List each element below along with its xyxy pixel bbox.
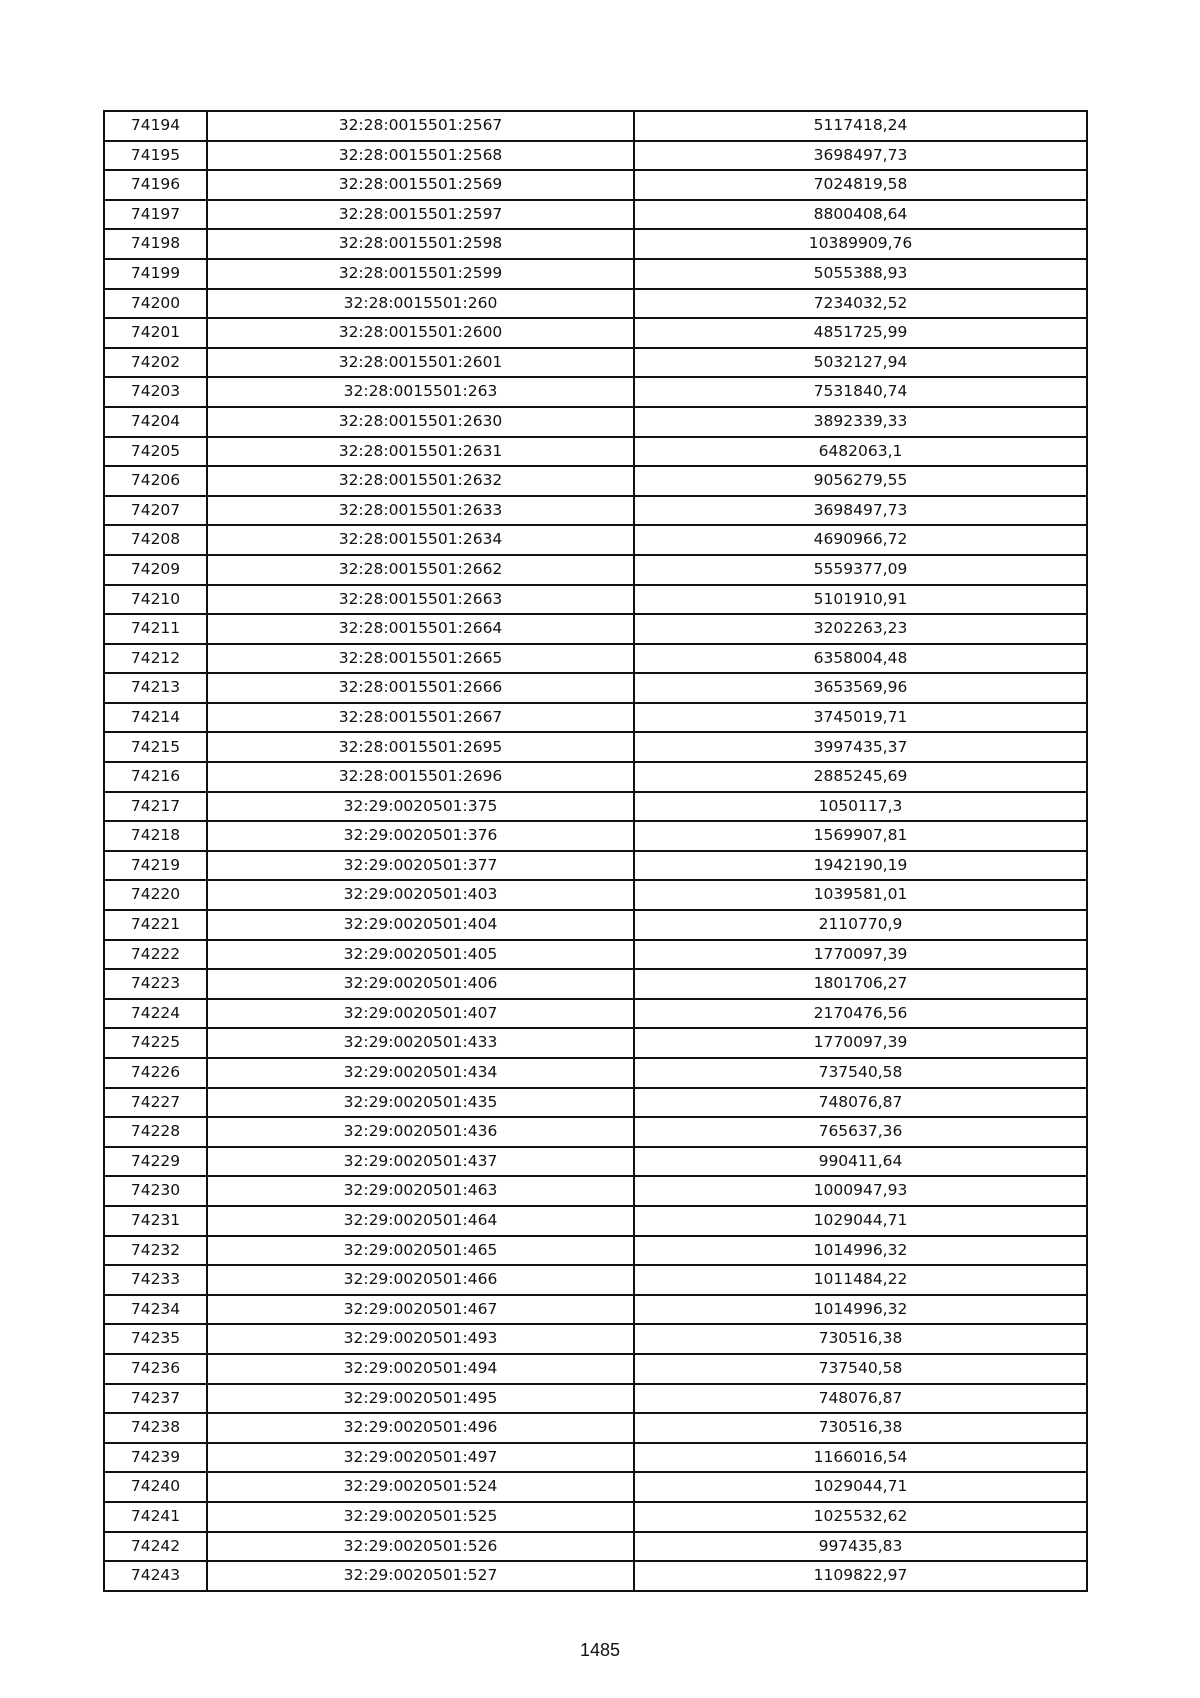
value-cell: 1109822,97	[634, 1561, 1087, 1591]
table-row	[104, 762, 1087, 792]
row-number-cell: 74200	[104, 289, 207, 319]
cadastral-number-cell: 32:28:0015501:2664	[207, 614, 634, 644]
row-number-cell: 74241	[104, 1502, 207, 1532]
table-row	[104, 1295, 1087, 1325]
value-cell: 1166016,54	[634, 1443, 1087, 1473]
table-row	[104, 644, 1087, 674]
cadastral-number-cell: 32:29:0020501:464	[207, 1206, 634, 1236]
cadastral-number-cell: 32:29:0020501:493	[207, 1324, 634, 1354]
value-cell: 765637,36	[634, 1117, 1087, 1147]
row-number-cell: 74238	[104, 1413, 207, 1443]
value-cell: 3653569,96	[634, 673, 1087, 703]
cadastral-number-cell: 32:28:0015501:2667	[207, 703, 634, 733]
cadastral-number-cell: 32:28:0015501:2665	[207, 644, 634, 674]
cadastral-number-cell: 32:28:0015501:2630	[207, 407, 634, 437]
table-row	[104, 141, 1087, 171]
value-cell: 7234032,52	[634, 289, 1087, 319]
row-number-cell: 74243	[104, 1561, 207, 1591]
cadastral-number-cell: 32:28:0015501:2599	[207, 259, 634, 289]
row-number-cell: 74228	[104, 1117, 207, 1147]
value-cell: 730516,38	[634, 1324, 1087, 1354]
table-row	[104, 1354, 1087, 1384]
table-row	[104, 585, 1087, 615]
row-number-cell: 74229	[104, 1147, 207, 1177]
cadastral-number-cell: 32:29:0020501:495	[207, 1384, 634, 1414]
row-number-cell: 74198	[104, 229, 207, 259]
table-row	[104, 1176, 1087, 1206]
row-number-cell: 74201	[104, 318, 207, 348]
page-number: 1485	[579, 1640, 621, 1660]
cadastral-number-cell: 32:29:0020501:377	[207, 851, 634, 881]
cadastral-number-cell: 32:28:0015501:2567	[207, 111, 634, 141]
value-cell: 4851725,99	[634, 318, 1087, 348]
cadastral-number-cell: 32:28:0015501:2663	[207, 585, 634, 615]
value-cell: 1014996,32	[634, 1295, 1087, 1325]
value-cell: 5117418,24	[634, 111, 1087, 141]
value-cell: 1011484,22	[634, 1265, 1087, 1295]
value-cell: 1770097,39	[634, 940, 1087, 970]
cadastral-number-cell: 32:29:0020501:407	[207, 999, 634, 1029]
row-number-cell: 74207	[104, 496, 207, 526]
cadastral-number-cell: 32:29:0020501:467	[207, 1295, 634, 1325]
row-number-cell: 74203	[104, 377, 207, 407]
table-row	[104, 1147, 1087, 1177]
value-cell: 3202263,23	[634, 614, 1087, 644]
value-cell: 8800408,64	[634, 200, 1087, 230]
cadastral-number-cell: 32:29:0020501:526	[207, 1532, 634, 1562]
cadastral-number-cell: 32:28:0015501:2568	[207, 141, 634, 171]
row-number-cell: 74240	[104, 1472, 207, 1502]
cadastral-number-cell: 32:29:0020501:465	[207, 1236, 634, 1266]
value-cell: 10389909,76	[634, 229, 1087, 259]
cadastral-number-cell: 32:28:0015501:2695	[207, 732, 634, 762]
value-cell: 1050117,3	[634, 792, 1087, 822]
row-number-cell: 74224	[104, 999, 207, 1029]
row-number-cell: 74219	[104, 851, 207, 881]
cadastral-number-cell: 32:29:0020501:497	[207, 1443, 634, 1473]
value-cell: 5055388,93	[634, 259, 1087, 289]
value-cell: 3997435,37	[634, 732, 1087, 762]
value-cell: 6482063,1	[634, 437, 1087, 467]
table-row	[104, 377, 1087, 407]
row-number-cell: 74232	[104, 1236, 207, 1266]
row-number-cell: 74194	[104, 111, 207, 141]
cadastral-number-cell: 32:28:0015501:2696	[207, 762, 634, 792]
row-number-cell: 74216	[104, 762, 207, 792]
row-number-cell: 74225	[104, 1028, 207, 1058]
value-cell: 1025532,62	[634, 1502, 1087, 1532]
value-cell: 6358004,48	[634, 644, 1087, 674]
table-row	[104, 289, 1087, 319]
row-number-cell: 74235	[104, 1324, 207, 1354]
value-cell: 3698497,73	[634, 496, 1087, 526]
row-number-cell: 74233	[104, 1265, 207, 1295]
row-number-cell: 74237	[104, 1384, 207, 1414]
table-row	[104, 318, 1087, 348]
value-cell: 737540,58	[634, 1354, 1087, 1384]
table-row	[104, 1384, 1087, 1414]
table-row	[104, 407, 1087, 437]
cadastral-number-cell: 32:28:0015501:260	[207, 289, 634, 319]
table-row	[104, 1028, 1087, 1058]
value-cell: 9056279,55	[634, 466, 1087, 496]
table-row	[104, 1443, 1087, 1473]
table-row	[104, 821, 1087, 851]
cadastral-number-cell: 32:29:0020501:435	[207, 1088, 634, 1118]
cadastral-number-cell: 32:29:0020501:524	[207, 1472, 634, 1502]
value-cell: 3698497,73	[634, 141, 1087, 171]
row-number-cell: 74231	[104, 1206, 207, 1236]
row-number-cell: 74215	[104, 732, 207, 762]
value-cell: 2110770,9	[634, 910, 1087, 940]
table-row	[104, 1413, 1087, 1443]
table-row	[104, 170, 1087, 200]
table-row	[104, 1117, 1087, 1147]
row-number-cell: 74209	[104, 555, 207, 585]
value-cell: 737540,58	[634, 1058, 1087, 1088]
cadastral-number-cell: 32:28:0015501:2631	[207, 437, 634, 467]
row-number-cell: 74197	[104, 200, 207, 230]
row-number-cell: 74242	[104, 1532, 207, 1562]
row-number-cell: 74236	[104, 1354, 207, 1384]
value-cell: 1029044,71	[634, 1206, 1087, 1236]
row-number-cell: 74217	[104, 792, 207, 822]
row-number-cell: 74221	[104, 910, 207, 940]
cadastral-number-cell: 32:29:0020501:406	[207, 969, 634, 999]
cadastral-number-cell: 32:29:0020501:433	[207, 1028, 634, 1058]
value-cell: 1039581,01	[634, 880, 1087, 910]
table-row	[104, 910, 1087, 940]
table-row	[104, 466, 1087, 496]
table-row	[104, 673, 1087, 703]
row-number-cell: 74234	[104, 1295, 207, 1325]
table-row	[104, 1472, 1087, 1502]
value-cell: 5559377,09	[634, 555, 1087, 585]
value-cell: 1770097,39	[634, 1028, 1087, 1058]
cadastral-number-cell: 32:29:0020501:405	[207, 940, 634, 970]
table-row	[104, 259, 1087, 289]
cadastral-number-cell: 32:29:0020501:527	[207, 1561, 634, 1591]
value-cell: 997435,83	[634, 1532, 1087, 1562]
cadastral-number-cell: 32:29:0020501:376	[207, 821, 634, 851]
table-row	[104, 348, 1087, 378]
value-cell: 748076,87	[634, 1088, 1087, 1118]
row-number-cell: 74206	[104, 466, 207, 496]
row-number-cell: 74205	[104, 437, 207, 467]
value-cell: 2170476,56	[634, 999, 1087, 1029]
cadastral-number-cell: 32:28:0015501:263	[207, 377, 634, 407]
row-number-cell: 74199	[104, 259, 207, 289]
table-row	[104, 614, 1087, 644]
cadastral-number-cell: 32:28:0015501:2662	[207, 555, 634, 585]
value-cell: 1942190,19	[634, 851, 1087, 881]
cadastral-number-cell: 32:28:0015501:2598	[207, 229, 634, 259]
registry-table-body	[104, 111, 1087, 1591]
table-row	[104, 732, 1087, 762]
row-number-cell: 74222	[104, 940, 207, 970]
row-number-cell: 74210	[104, 585, 207, 615]
table-row	[104, 999, 1087, 1029]
table-row	[104, 1236, 1087, 1266]
value-cell: 748076,87	[634, 1384, 1087, 1414]
cadastral-number-cell: 32:29:0020501:463	[207, 1176, 634, 1206]
registry-table	[103, 110, 1088, 1592]
value-cell: 1801706,27	[634, 969, 1087, 999]
row-number-cell: 74202	[104, 348, 207, 378]
row-number-cell: 74208	[104, 525, 207, 555]
value-cell: 7531840,74	[634, 377, 1087, 407]
value-cell: 4690966,72	[634, 525, 1087, 555]
cadastral-number-cell: 32:29:0020501:466	[207, 1265, 634, 1295]
row-number-cell: 74223	[104, 969, 207, 999]
cadastral-number-cell: 32:29:0020501:525	[207, 1502, 634, 1532]
cadastral-number-cell: 32:29:0020501:437	[207, 1147, 634, 1177]
value-cell: 7024819,58	[634, 170, 1087, 200]
row-number-cell: 74230	[104, 1176, 207, 1206]
table-row	[104, 1088, 1087, 1118]
cadastral-number-cell: 32:29:0020501:436	[207, 1117, 634, 1147]
table-row	[104, 940, 1087, 970]
cadastral-number-cell: 32:28:0015501:2601	[207, 348, 634, 378]
value-cell: 5032127,94	[634, 348, 1087, 378]
row-number-cell: 74211	[104, 614, 207, 644]
table-row	[104, 200, 1087, 230]
row-number-cell: 74239	[104, 1443, 207, 1473]
cadastral-number-cell: 32:28:0015501:2634	[207, 525, 634, 555]
cadastral-number-cell: 32:28:0015501:2597	[207, 200, 634, 230]
value-cell: 990411,64	[634, 1147, 1087, 1177]
table-row	[104, 525, 1087, 555]
value-cell: 1014996,32	[634, 1236, 1087, 1266]
value-cell: 1000947,93	[634, 1176, 1087, 1206]
value-cell: 3745019,71	[634, 703, 1087, 733]
table-row	[104, 1265, 1087, 1295]
row-number-cell: 74226	[104, 1058, 207, 1088]
table-row	[104, 1532, 1087, 1562]
cadastral-number-cell: 32:28:0015501:2569	[207, 170, 634, 200]
table-row	[104, 555, 1087, 585]
value-cell: 2885245,69	[634, 762, 1087, 792]
value-cell: 5101910,91	[634, 585, 1087, 615]
table-row	[104, 703, 1087, 733]
cadastral-number-cell: 32:29:0020501:375	[207, 792, 634, 822]
cadastral-number-cell: 32:28:0015501:2632	[207, 466, 634, 496]
table-row	[104, 1502, 1087, 1532]
row-number-cell: 74212	[104, 644, 207, 674]
table-row	[104, 880, 1087, 910]
row-number-cell: 74196	[104, 170, 207, 200]
table-row	[104, 1561, 1087, 1591]
row-number-cell: 74213	[104, 673, 207, 703]
row-number-cell: 74195	[104, 141, 207, 171]
table-row	[104, 229, 1087, 259]
table-row	[104, 496, 1087, 526]
table-row	[104, 1324, 1087, 1354]
cadastral-number-cell: 32:29:0020501:494	[207, 1354, 634, 1384]
table-row	[104, 851, 1087, 881]
cadastral-number-cell: 32:28:0015501:2633	[207, 496, 634, 526]
row-number-cell: 74204	[104, 407, 207, 437]
row-number-cell: 74218	[104, 821, 207, 851]
cadastral-number-cell: 32:29:0020501:496	[207, 1413, 634, 1443]
row-number-cell: 74214	[104, 703, 207, 733]
value-cell: 1029044,71	[634, 1472, 1087, 1502]
table-row	[104, 969, 1087, 999]
table-row	[104, 111, 1087, 141]
table-row	[104, 792, 1087, 822]
cadastral-number-cell: 32:28:0015501:2666	[207, 673, 634, 703]
value-cell: 1569907,81	[634, 821, 1087, 851]
cadastral-number-cell: 32:29:0020501:404	[207, 910, 634, 940]
row-number-cell: 74227	[104, 1088, 207, 1118]
value-cell: 730516,38	[634, 1413, 1087, 1443]
table-row	[104, 1206, 1087, 1236]
table-row	[104, 437, 1087, 467]
table-row	[104, 1058, 1087, 1088]
cadastral-number-cell: 32:29:0020501:403	[207, 880, 634, 910]
cadastral-number-cell: 32:28:0015501:2600	[207, 318, 634, 348]
row-number-cell: 74220	[104, 880, 207, 910]
cadastral-number-cell: 32:29:0020501:434	[207, 1058, 634, 1088]
value-cell: 3892339,33	[634, 407, 1087, 437]
